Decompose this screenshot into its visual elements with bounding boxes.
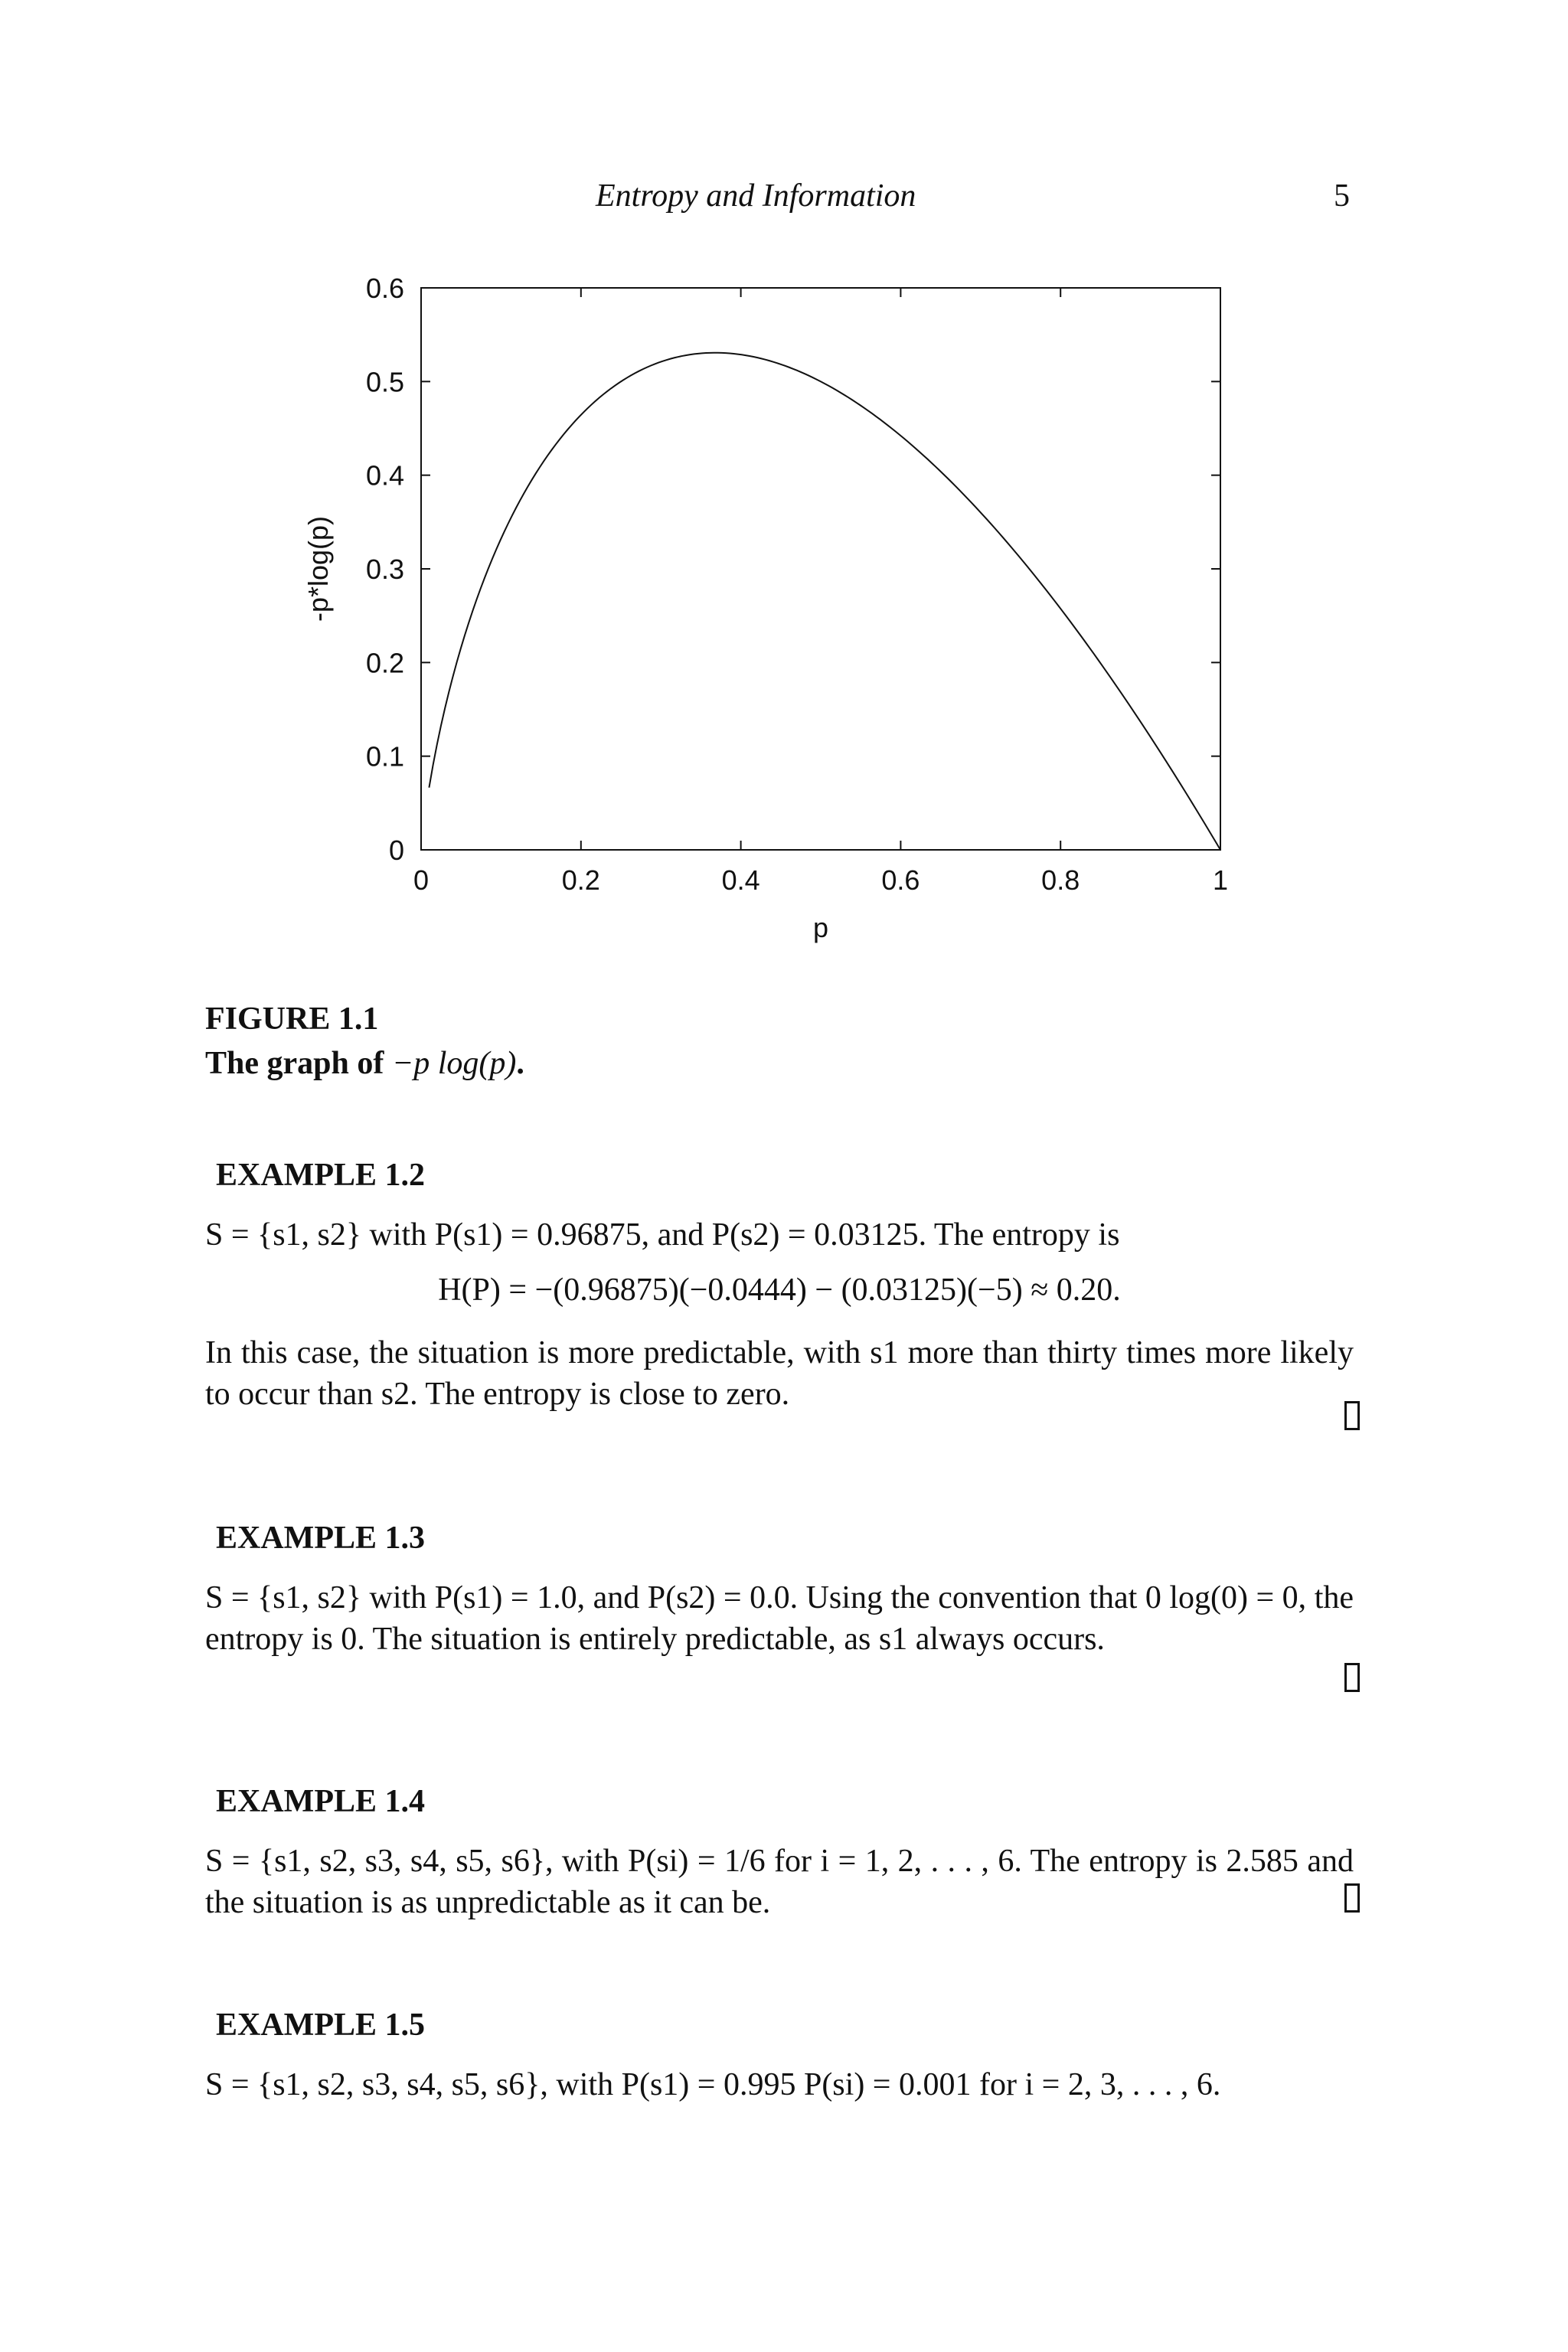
x-tick-label: 0.2 — [561, 864, 600, 896]
y-tick-label: 0.5 — [365, 366, 404, 398]
qed-box-icon — [1344, 1663, 1360, 1692]
y-tick-label: 0.4 — [365, 459, 404, 492]
entropy-chart-svg — [276, 260, 1286, 957]
example-1-3 — [205, 1517, 1354, 1660]
display-equation: H(P) = −(0.96875)(−0.0444) − (0.03125)(−5) ≈ 0.20. — [438, 1272, 1121, 1308]
x-tick-label: 0.6 — [881, 864, 920, 896]
example-1-4 — [205, 1781, 1354, 1923]
figure-caption — [205, 997, 524, 1086]
qed-box-icon — [1344, 1883, 1360, 1913]
running-head — [0, 178, 1568, 224]
example-text: In this case, the situation is more predictable, with s1 more than thirty times more likely to occur than s2. The entropy is close to zero. — [205, 1335, 1354, 1412]
example-heading: EXAMPLE 1.4 — [216, 1784, 425, 1819]
figure-title-prefix: The graph of — [205, 1046, 392, 1081]
qed-box-icon — [1344, 1401, 1360, 1430]
series-line — [429, 353, 1220, 850]
example-text: S = {s1, s2, s3, s4, s5, s6}, with P(si) = 1/6 for i = 1, 2, . . . , 6. The entropy is 2.585 and the situation is as unpredictable as it can be. — [205, 1844, 1354, 1920]
example-heading: EXAMPLE 1.5 — [216, 2007, 425, 2043]
example-text: S = {s1, s2} with P(s1) = 0.96875, and P(s2) = 0.03125. The entropy is — [205, 1217, 1120, 1253]
figure-title — [205, 1041, 524, 1086]
running-head-title: Entropy and Information — [596, 178, 916, 214]
entropy-chart — [276, 260, 1286, 957]
x-tick-label: 0.4 — [721, 864, 760, 896]
example-text: S = {s1, s2} with P(s1) = 1.0, and P(s2) = 0.0. Using the convention that 0 log(0) = 0, the entropy is 0. The situation is entirely predictable, as s1 always occurs. — [205, 1580, 1354, 1657]
page-number: 5 — [1334, 178, 1350, 214]
figure-title-math: −p log(p) — [391, 1046, 517, 1081]
y-tick-label: 0.2 — [365, 647, 404, 679]
example-1-5 — [205, 2004, 1354, 2105]
y-axis-ticks — [366, 273, 1220, 866]
example-heading: EXAMPLE 1.2 — [216, 1158, 425, 1193]
x-tick-label: 0 — [413, 864, 430, 896]
x-tick-label: 0.8 — [1041, 864, 1080, 896]
x-tick-label: 1 — [1212, 864, 1229, 896]
y-tick-label: 0 — [388, 835, 404, 866]
y-tick-label: 0.6 — [365, 273, 404, 304]
y-tick-label: 0.1 — [365, 740, 404, 773]
figure-title-suffix: . — [516, 1046, 524, 1081]
example-text: S = {s1, s2, s3, s4, s5, s6}, with P(s1) = 0.995 P(si) = 0.001 for i = 2, 3, . . . , 6. — [205, 2067, 1221, 2102]
plot-frame — [421, 288, 1220, 850]
x-axis-label: p — [812, 912, 829, 943]
figure-label: FIGURE 1.1 — [205, 1001, 379, 1037]
y-tick-label: 0.3 — [365, 554, 404, 585]
x-axis-ticks — [413, 288, 1228, 896]
example-heading: EXAMPLE 1.3 — [216, 1521, 425, 1556]
y-axis-label: -p*log(p) — [302, 515, 334, 622]
example-1-2 — [205, 1155, 1354, 1415]
